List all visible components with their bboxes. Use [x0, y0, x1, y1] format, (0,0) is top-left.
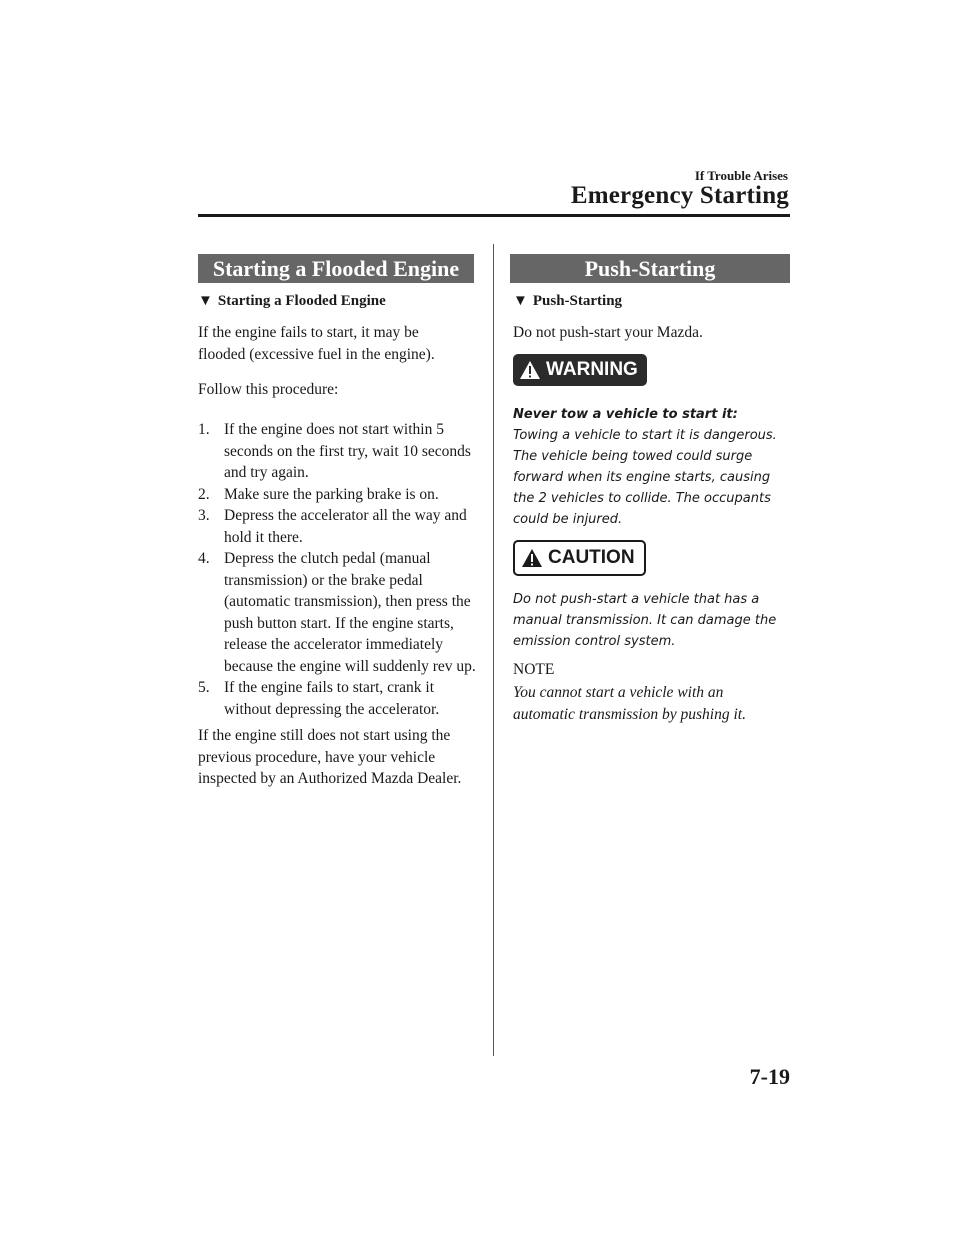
step-number: 3. [198, 507, 210, 524]
step-text: Make sure the parking brake is on. [224, 485, 439, 503]
procedure-steps [198, 419, 482, 720]
list-item [198, 677, 482, 720]
warning-notice [513, 404, 793, 530]
note-label: NOTE [513, 661, 555, 678]
warning-badge [513, 354, 647, 386]
caution-label: CAUTION [548, 547, 635, 568]
caution-badge [513, 540, 646, 576]
warning-heading: Never tow a vehicle to start it: [513, 407, 738, 422]
closing-paragraph: If the engine still does not start using the previous procedure, have your vehicle inspected by an Authorized Mazda Dealer. [198, 727, 462, 787]
step-text: Depress the clutch pedal (manual transmission) or the brake pedal (automatic transmission), then press the push button start. If the engine starts, release the accelerator immediately because the engine will suddenly rev up. [224, 550, 476, 675]
subheading-flooded-engine [198, 293, 386, 310]
exclamation-triangle-icon [521, 548, 543, 568]
note-text: You cannot start a vehicle with an automatic transmission by pushing it. [513, 684, 746, 723]
procedure-label: Follow this procedure: [198, 381, 339, 398]
exclamation-triangle-icon [519, 360, 541, 380]
page-title: Emergency Starting [570, 182, 789, 209]
subheading-text: Push-Starting [532, 293, 623, 309]
step-text: If the engine fails to start, crank it without depressing the accelerator. [224, 679, 440, 718]
page-number: 7-19 [749, 1064, 790, 1089]
list-item [198, 505, 482, 548]
step-number: 4. [198, 550, 210, 567]
column-divider [493, 244, 494, 1056]
step-number: 2. [198, 485, 210, 503]
list-item [198, 419, 482, 484]
section-banner-flooded-engine: Starting a Flooded Engine [198, 254, 474, 283]
warning-text: Towing a vehicle to start it is dangerous. The vehicle being towed could surge forward when its engine starts, causing the 2 vehicles to collide. The occupants could be injured. [513, 428, 777, 527]
step-number: 1. [198, 421, 210, 438]
list-item [198, 484, 482, 506]
warning-label: WARNING [546, 359, 638, 380]
step-text: Depress the accelerator all the way and hold it there. [224, 507, 467, 546]
triangle-down-icon: ▼ [513, 293, 528, 309]
intro-paragraph: If the engine fails to start, it may be flooded (excessive fuel in the engine). [198, 324, 435, 363]
subheading-push-starting [513, 293, 622, 310]
step-text: If the engine does not start within 5 seconds on the first try, wait 10 seconds and try again. [224, 421, 471, 481]
caution-text: Do not push-start a vehicle that has a manual transmission. It can damage the emission control system. [513, 592, 777, 649]
push-start-intro: Do not push-start your Mazda. [513, 324, 703, 341]
section-label: If Trouble Arises [694, 168, 788, 183]
header-divider [198, 214, 790, 217]
subheading-text: Starting a Flooded Engine [217, 293, 386, 309]
triangle-down-icon: ▼ [198, 293, 213, 309]
step-number: 5. [198, 679, 210, 696]
list-item [198, 548, 482, 677]
section-banner-push-starting: Push-Starting [510, 254, 790, 283]
